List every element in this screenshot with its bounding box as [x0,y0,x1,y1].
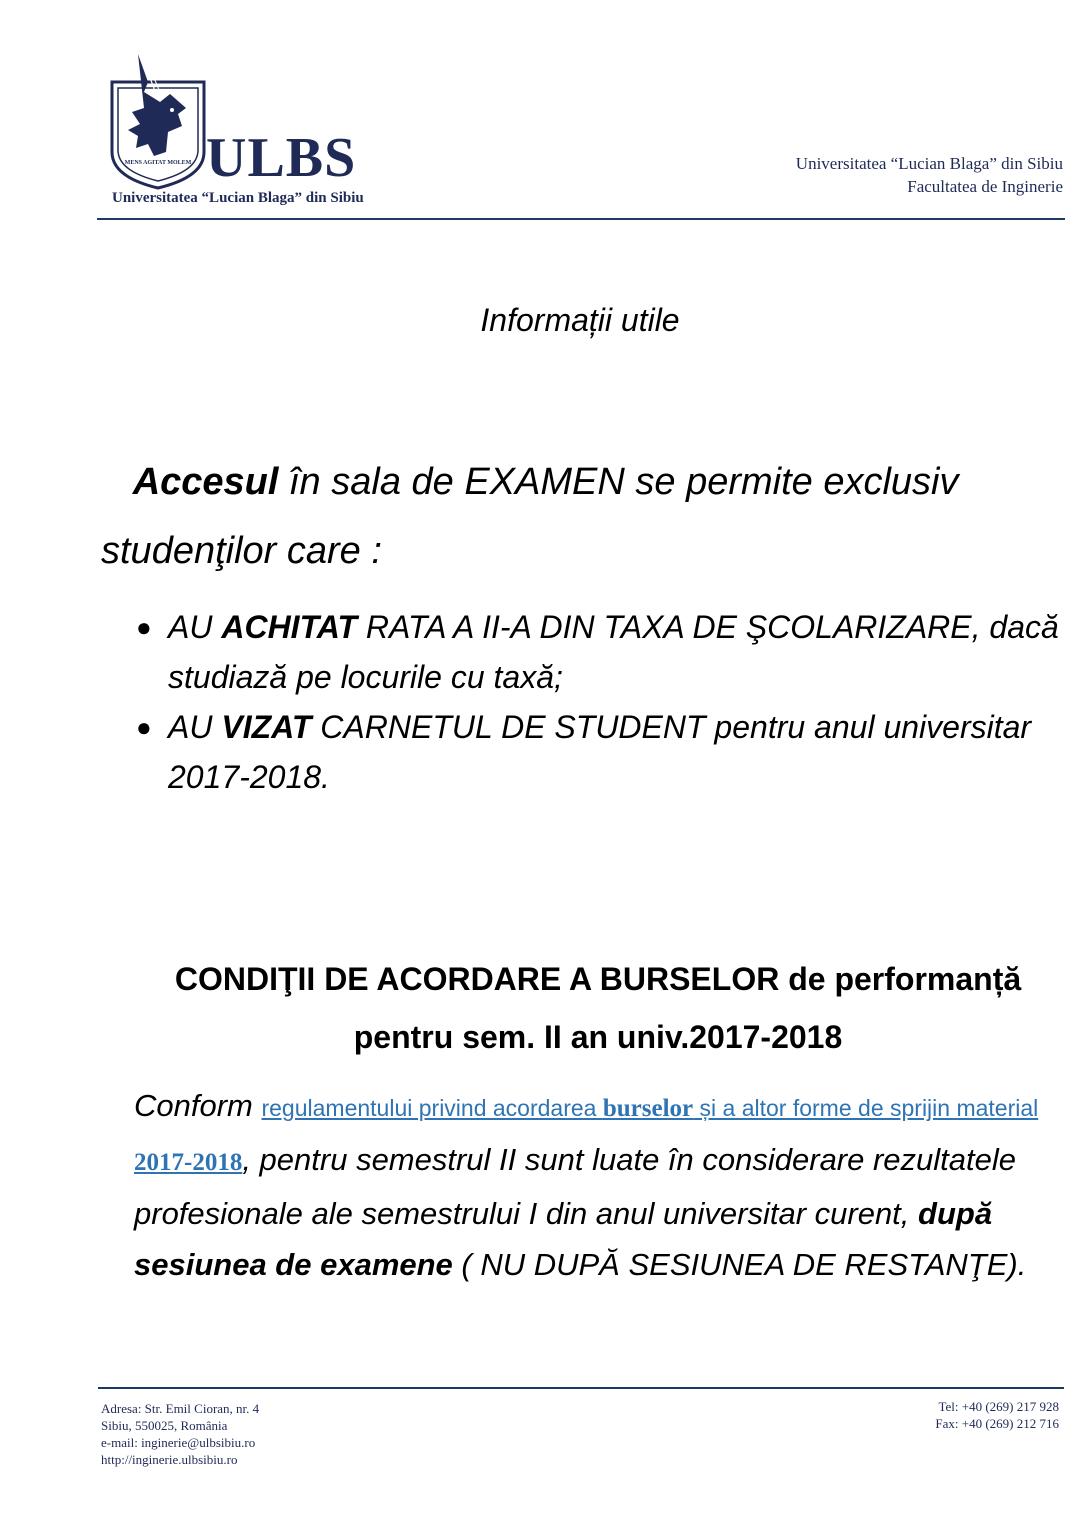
link-text-part2: și a altor forme de sprijin material [693,1095,1039,1121]
page-title: Informații utile [480,302,680,338]
bullet-text-pre: AU [168,709,222,745]
bullet-text-post: RATA A II-A DIN TAXA DE ŞCOLARIZARE, dacă studiază pe locurile cu taxă; [168,609,1059,695]
bullet-text-bold: ACHITAT [221,609,358,645]
conform-bold-phrase: după sesiunea de examene [134,1196,993,1282]
footer-address-line2: Sibiu, 550025, România [101,1418,228,1433]
access-bold-word: Accesul [132,461,279,503]
footer-email: e-mail: inginerie@ulbsibiu.ro [101,1435,256,1450]
conditions-paragraph [134,1080,1054,1290]
footer-website: http://inginerie.ulbsibiu.ro [101,1452,238,1467]
conform-ending: ( NU DUPĂ SESIUNEA DE RESTANŢE). [452,1247,1027,1282]
conditions-heading [110,950,1083,1066]
header-university: Universitatea “Lucian Blaga” din Sibiu [795,154,1063,173]
conditions-heading-line1: CONDIŢII DE ACORDARE A BURSELOR de performanță [174,961,1022,997]
conditions-heading-line2: pentru sem. II an univ.2017-2018 [353,1019,843,1055]
access-paragraph [101,448,1061,586]
bullet-text-post: CARNETUL DE STUDENT pentru anul universitar 2017-2018. [168,709,1032,795]
link-text-bold1: burselor [602,1095,694,1122]
logo-abbreviation: ULBS [206,127,357,189]
bullet-text-pre: AU [168,609,222,645]
link-text-part1: regulamentului privind acordarea [261,1095,603,1121]
conform-intro: Conform [134,1088,262,1123]
footer-fax: Fax: +40 (269) 212 716 [935,1416,1059,1431]
list-item [130,602,1060,702]
bullet-text-bold: VIZAT [221,709,312,745]
access-conditions-list [130,602,1060,802]
link-text-bold2: 2017-2018 [134,1149,243,1176]
header-institution [796,152,1063,198]
header-faculty: Facultatea de Inginerie [907,177,1063,196]
footer-divider [98,1387,1064,1389]
list-item [130,702,1060,802]
access-rest: în sala de EXAMEN se permite exclusiv studenţilor care : [101,461,959,572]
footer-contact [935,1398,1059,1432]
bullet-icon: ● [136,712,152,742]
bullet-icon: ● [136,612,152,642]
footer-address [101,1400,259,1468]
footer-address-line1: Adresa: Str. Emil Cioran, nr. 4 [101,1401,260,1416]
logo-motto: MENS AGITAT MOLEM [124,160,192,166]
eagle-shield-icon [108,52,208,192]
university-logo [108,52,368,212]
header-divider [97,218,1065,220]
logo-caption: Universitatea “Lucian Blaga” din Sibiu [112,190,364,206]
footer-tel: Tel: +40 (269) 217 928 [938,1399,1059,1414]
conform-after-link: , pentru semestrul II sunt luate în considerare rezultatele profesionale ale semestrului I din anul universitar curent, [134,1142,1017,1231]
